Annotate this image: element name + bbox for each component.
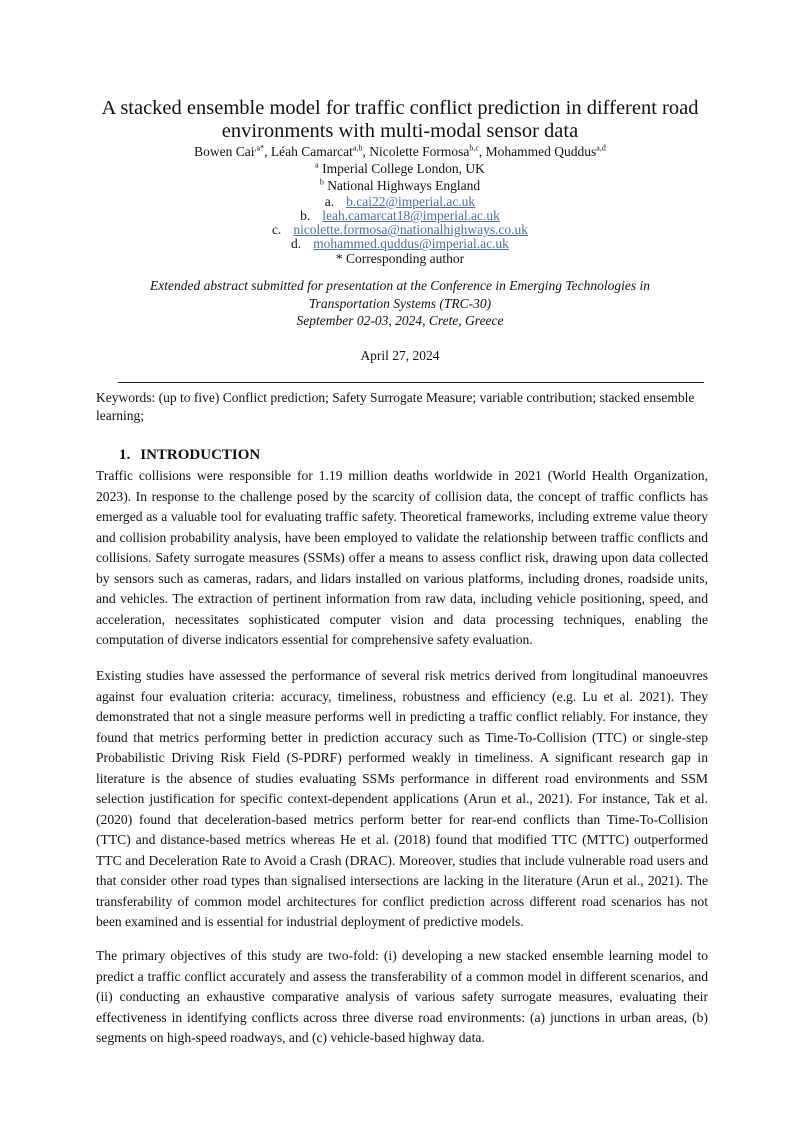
email-link[interactable]: nicolette.formosa@nationalhighways.co.uk bbox=[293, 222, 529, 237]
author-superscript: b,c bbox=[469, 143, 479, 153]
affiliation-b: $^b$ National Highways England bbox=[319, 177, 481, 193]
email-link[interactable]: b.cai22@imperial.ac.uk bbox=[346, 194, 476, 209]
section-number: 1. bbox=[119, 447, 131, 463]
submission-note: Extended abstract submitted for presentation at the Conference in Emerging Technologies in Transportation Systems (TRC-30) September 02-03, 2024, Crete, Greece bbox=[149, 278, 651, 328]
email-marker: b. bbox=[300, 208, 311, 223]
paper-title bbox=[60, 97, 740, 143]
keywords: Keywords: (up to five) Conflict prediction; Safety Surrogate Measure; variable contribution; stacked ensemble learning; bbox=[96, 390, 695, 423]
intro-paragraph-3: The primary objectives of this study are two-fold: (i) developing a new stacked ensemble learning model to predict a traffic conflict accurately and assess the transferability of a common model in different scenarios, and (ii) conducting an exhaustive comparative analysis of various safety surrogate measures, evaluating their effectiveness in identifying conflicts across three diverse road environments: (a) junctions in urban areas, (b) segments on high-speed roadways, and (c) vehicle-based highway data. bbox=[96, 948, 708, 1045]
author-name: Bowen Cai bbox=[194, 144, 255, 159]
author-name: Léah Camarcat bbox=[270, 144, 353, 159]
separator-line bbox=[118, 382, 704, 383]
paper-date: April 27, 2024 bbox=[360, 348, 440, 363]
affiliation-a: $^a$ Imperial College London, UK bbox=[315, 160, 485, 176]
author-list: Bowen Cai$^{,a*}$, Léah Camarcat$^{a,b}$, Nicolette Formosa$^{b,c}$, Mohammed Quddus$^{a,d}$ bbox=[194, 143, 606, 159]
corresponding-author-note: * Corresponding author bbox=[335, 251, 465, 266]
title-line-1: A stacked ensemble model for traffic conflict prediction in different road bbox=[101, 97, 699, 119]
title-line-2: environments with multi-modal sensor data bbox=[221, 120, 579, 142]
author-superscript: a,d bbox=[596, 143, 606, 153]
email-marker: d. bbox=[291, 236, 302, 251]
author-name: Nicolette Formosa bbox=[369, 144, 470, 159]
author-name: Mohammed Quddus bbox=[485, 144, 597, 159]
section-heading bbox=[119, 447, 260, 464]
section-title: INTRODUCTION bbox=[140, 447, 261, 463]
email-link[interactable]: leah.camarcat18@imperial.ac.uk bbox=[322, 208, 500, 223]
email-marker: c. bbox=[271, 222, 282, 237]
intro-paragraph-1: Traffic collisions were responsible for 1.19 million deaths worldwide in 2021 (World Health Organization, 2023). In response to the challenge posed by the scarcity of collision data, the concept of traffic conflicts has emerged as a valuable tool for evaluating traffic safety. Theoretical frameworks, including extreme value theory and collision probability analysis, have been employed to validate the relationship between traffic conflicts and collisions. Safety surrogate measures (SSMs) offer a means to assess conflict risk, drawing upon data collected by sensors such as cameras, radars, and lidars installed on various platforms, including drones, roadside units, and vehicles. The extraction of pertinent information from raw data, including vehicle positioning, speed, and acceleration, necessitates sophisticated computer vision and data processing techniques, enabling the computation of diverse indicators essential for comprehensive safety evaluation. bbox=[96, 468, 708, 647]
intro-paragraph-2: Existing studies have assessed the performance of several risk metrics derived from longitudinal manoeuvres against four evaluation criteria: accuracy, timeliness, robustness and efficiency (e.g. Lu et al. 2021). They demonstrated that not a single measure performs well in predicting a traffic conflict reliably. For instance, they found that metrics performing better in prediction accuracy such as Time-To-Collision (TTC) or single-step Probabilistic Driving Risk Field (S-PDRF) performed weakly in timeliness. A significant research gap in literature is the absence of studies evaluating SSMs performance in different road environments and SSM selection justification for specific context-dependent applications (Arun et al., 2021). For instance, Tak et al. (2020) found that deceleration-based metrics perform better for rear-end conflicts than Time-To-Collision (TTC) and distance-based metrics whereas He et al. (2018) found that modified TTC (MTTC) outperformed TTC and Deceleration Rate to Avoid a Crash (DRAC). Moreover, studies that include vulnerable road users and that consider other road types than signalised intersections are lacking in the literature (Arun et al., 2021). The transferability of common model architectures for conflict prediction across different road scenarios has not been examined and is essential for industrial deployment of predictive models. bbox=[96, 668, 708, 929]
email-marker: a. bbox=[324, 194, 335, 209]
email-link[interactable]: mohammed.quddus@imperial.ac.uk bbox=[313, 236, 509, 251]
author-superscript: ,a* bbox=[254, 143, 265, 153]
author-superscript: a,b bbox=[352, 143, 363, 153]
